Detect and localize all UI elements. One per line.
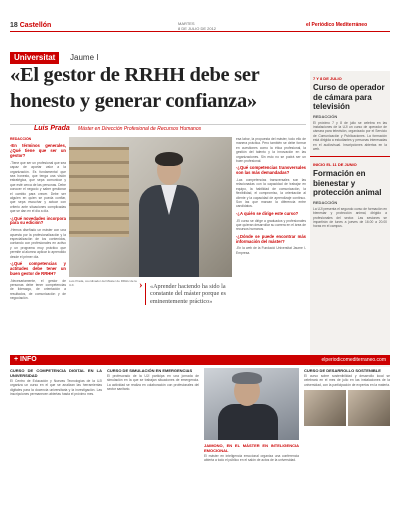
article-column-1 bbox=[10, 137, 66, 351]
answer-3-cont: esa labor, la propuesta del máster, todo ello de manera práctica. Pero también se debe formar en cuestiones como la ética profesional, la gestión del talento y la innovación en las organizaciones. Sin esto no se podrá ser un buen profesional. bbox=[236, 137, 306, 164]
bookshelf-graphic bbox=[69, 147, 129, 237]
info-item-1-text: El Centro de Educación y Nuevas Tecnologías de la UJI organiza un curso en el que se analizan las herramientas digitales para la docencia universitaria y la investigación. Las inscripciones permanecen abiertas hasta el próximo mes. bbox=[10, 379, 102, 396]
story-2-date: INICIO EL 11 DE JUNIO bbox=[313, 162, 357, 168]
answer-1: -Tiene que ser un profesional que sea capaz de aportar valor a la organización. Es fundamental que sea honesto, que tenga una visión estratégica, que sepa comunicar y que esté cerca de las personas. Debe conocer el negocio y saber gestionar el cambio para crecer. Debe ser alguien en quien se pueda confiar, que sepa escuchar y actuar con criterio ante situaciones complicadas que se dan en el día a día. bbox=[10, 160, 66, 214]
pull-quote: «Aprender haciendo ha sido la constante del máster porque es eminentemente práctico» bbox=[145, 283, 235, 305]
sidebar-story-2 bbox=[310, 156, 390, 232]
story-1-byline: REDACCIÓN bbox=[313, 113, 338, 119]
interviewee-photo bbox=[69, 137, 232, 277]
answer-5: -El curso se dirige a graduados y profesionales que quieran desarrollar su carrera en el área de recursos humanos. bbox=[236, 218, 306, 232]
info-url-link[interactable]: elperiodicomediterraneo.com bbox=[321, 357, 386, 363]
info-item-4-images bbox=[304, 390, 390, 426]
story-2-text: La UJI presenta el segundo curso de formación en bienestar y protección animal, dirigido a profesionales del sector. Las sesiones se impartirán de lunes a jueves de 16.00 a 20.00 horas en el campus. bbox=[313, 206, 387, 229]
story-2-title: Formación en bienestar y protección animal bbox=[313, 169, 382, 198]
article-headline: «El gestor de RRHH debe ser honesto y generar confianza» bbox=[10, 64, 260, 112]
sidebar-story-1 bbox=[310, 71, 390, 154]
quote-mark-icon: › bbox=[139, 279, 143, 291]
info-item-2-text: El profesorado de la UJI participa en una jornada de simulación en la que se trabajan situaciones de emergencia. La actividad se realiza en colaboración con profesionales del sector sanitario. bbox=[107, 374, 199, 391]
thumbnail-image bbox=[348, 390, 390, 426]
info-item-4-text: El curso sobre sostenibilidad y desarrollo local se celebrará en el mes de julio en las instalaciones de la universidad, con la participación de expertos en la materia. bbox=[304, 374, 390, 387]
photo-caption: Luis Prada, coordinador del Máster de RRHH de la UJI. bbox=[69, 279, 137, 287]
section-name: Castellón bbox=[19, 22, 52, 29]
issue-date bbox=[178, 21, 216, 31]
byline: REDACCIÓN bbox=[10, 137, 32, 141]
answer-3: -Necesariamente, el gestor de personas debe tener competencias de liderazgo, de orientación a resultados, de comunicación y de negociación. bbox=[10, 278, 66, 301]
header-rule bbox=[10, 31, 390, 32]
answer-4: -Las competencias transversales son las relacionadas con la capacidad de trabajar en equipo, la habilidad de comunicación, la flexibilidad, el compromiso, la orientación al cliente y la capacidad de aprendizaje continuo. Son las que marcan la diferencia entre candidatos. bbox=[236, 178, 306, 209]
question-5: -¿A quién se dirige este curso? bbox=[236, 210, 299, 216]
question-6: -¿Dónde se puede encontrar más información del máster? bbox=[236, 233, 306, 244]
info-bar bbox=[10, 355, 390, 365]
thumbnail-image bbox=[304, 390, 346, 426]
date: 8 DE JULIO DE 2012 bbox=[178, 26, 217, 31]
story-2-byline: REDACCIÓN bbox=[313, 199, 338, 205]
page-number-section bbox=[10, 22, 51, 29]
info-item-2 bbox=[107, 368, 199, 508]
info-title: + INFO bbox=[14, 356, 37, 363]
news-sidebar bbox=[310, 71, 390, 367]
interviewee-bar bbox=[10, 124, 306, 134]
question-1: -En términos generales, ¿Qué tiene que ser un gestor? bbox=[10, 143, 66, 158]
page-header bbox=[0, 0, 400, 38]
info-item-2-title: CURSO DE SIMULACIÓN EN EMERGENCIAS bbox=[107, 368, 193, 373]
section-tag: Universitat bbox=[10, 52, 59, 64]
article-column-2 bbox=[236, 137, 306, 351]
speaker-photo bbox=[204, 368, 299, 440]
story-1-date: 7 Y 8 DE JULIO bbox=[313, 76, 342, 81]
info-item-4-title: CURSO DE DESARROLLO SOSTENIBLE bbox=[304, 368, 381, 373]
info-item-3 bbox=[204, 443, 299, 508]
info-item-3-text: El máster en inteligencia emocional organiza una conferencia abierta a todo el público en el salón de actos de la universidad. bbox=[204, 454, 299, 463]
subsection-title: Jaume I bbox=[70, 53, 99, 62]
interviewee-name: Luis Prada bbox=[34, 125, 70, 132]
story-1-title: Curso de operador de cámara para televisión bbox=[313, 83, 385, 111]
info-item-1 bbox=[10, 368, 102, 508]
page-number: 18 bbox=[10, 22, 18, 29]
question-3: -¿Qué competencias y actitudes debe tener un buen gestor de RRHH? bbox=[10, 261, 66, 276]
question-4: -¿Qué competencias transversales son las más demandadas? bbox=[236, 165, 306, 176]
info-item-4 bbox=[304, 368, 390, 508]
info-item-3-caption: JAIMONO, EN EL MÁSTER EN INTELIGENCIA EMOCIONAL bbox=[204, 443, 299, 453]
person-figure bbox=[139, 155, 199, 277]
answer-6: -En la web de la Fundació Universitat Jaume I-Empresa. bbox=[236, 246, 306, 255]
story-1-text: El próximo 7 y 8 de julio se celebra en las instalaciones de la UJI un curso de operador de cámara para televisión, organizado por el Servicio de Comunicación y Publicaciones. La formación está dirigida a estudiantes y personas interesadas en el audiovisual. Inscripciones abiertas en la web. bbox=[313, 120, 387, 151]
interviewee-role: Máster en Dirección Profesional de Recursos Humanos bbox=[78, 126, 202, 132]
weekday: MARTES bbox=[178, 21, 195, 26]
info-item-1-title: CURSO DE COMPETENCIA DIGITAL EN LA UNIVERSIDAD bbox=[10, 368, 102, 378]
question-2: -¿Qué novedades incorpora para su edición? bbox=[10, 215, 66, 226]
answer-2: -Hemos diseñado un máster con una apuesta por la profesionalización y la especialización de los contenidos, contando con profesionales en activo y un programa muy práctico que permite al alumno aplicar lo aprendido desde el primer día. bbox=[10, 228, 66, 259]
newspaper-brand: el Periódico Mediterráneo bbox=[306, 22, 368, 28]
